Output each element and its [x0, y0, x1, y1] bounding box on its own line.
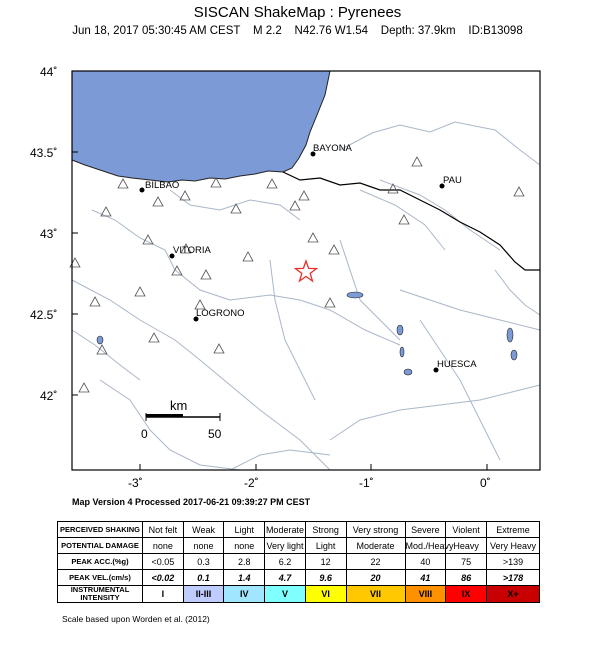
legend-cell: Mod./Heavy [405, 538, 446, 554]
legend-cell: 0.1 [183, 570, 224, 586]
vel-row-label: PEAK VEL.(cm/s) [58, 570, 143, 586]
legend-cell: 9.6 [305, 570, 346, 586]
legend-cell: Light [305, 538, 346, 554]
legend-cell: 86 [446, 570, 487, 586]
legend-cell: 4.7 [265, 570, 306, 586]
intensity-cell: VI [305, 586, 346, 603]
y-tick-43: 43˚ [40, 227, 58, 241]
city-label-bilbao: BILBAO [145, 180, 180, 191]
triangle-icon [267, 179, 277, 188]
triangle-icon [211, 178, 221, 187]
intensity-cell: IX [446, 586, 487, 603]
intensity-row-label: INSTRUMENTAL INTENSITY [58, 586, 143, 603]
triangle-icon [399, 215, 409, 224]
triangle-icon [329, 245, 339, 254]
legend-cell: Heavy [446, 538, 487, 554]
triangle-icon [153, 197, 163, 206]
star-icon [296, 261, 317, 281]
legend-cell: >139 [487, 554, 540, 570]
map-version: Map Version 4 Processed 2017-06-21 09:39:27 PM CEST [72, 497, 311, 507]
legend-cell: Extreme [487, 522, 540, 538]
legend-cell: 22 [346, 554, 405, 570]
legend-cell: Moderate [265, 522, 306, 538]
legend-cell: 75 [446, 554, 487, 570]
triangle-icon [299, 191, 309, 200]
y-tick-44: 44˚ [40, 65, 58, 79]
legend-cell: Violent [446, 522, 487, 538]
legend-cell: >178 [487, 570, 540, 586]
event-subtitle: Jun 18, 2017 05:30:45 AM CEST M 2.2 N42.76 W1.54 Depth: 37.9km ID:B13098 [72, 25, 523, 37]
legend-cell: Light [224, 522, 265, 538]
legend-cell: 0.3 [183, 554, 224, 570]
city-dot [140, 188, 145, 193]
x-tick-minus3: -3˚ [128, 476, 143, 490]
legend-cell: none [143, 538, 184, 554]
triangle-icon [201, 270, 211, 279]
damage-row [58, 538, 540, 554]
intensity-cell: I [143, 586, 184, 603]
shaking-row-label: PERCEIVED SHAKING [58, 522, 143, 538]
legend-cell: 1.4 [224, 570, 265, 586]
city-label-vitoria: VITORIA [173, 245, 211, 256]
legend-cell: <0.02 [143, 570, 184, 586]
legend-cell: 2.8 [224, 554, 265, 570]
city-label-pau: PAU [443, 175, 462, 186]
triangle-icon [514, 187, 524, 196]
triangle-icon [290, 201, 300, 210]
axis-ticks [72, 152, 487, 470]
triangle-icon [135, 287, 145, 296]
legend-cell: Not felt [143, 522, 184, 538]
legend-cell: Strong [305, 522, 346, 538]
scale-unit: km [170, 398, 188, 413]
intensity-cell: V [265, 586, 306, 603]
legend-cell: 20 [346, 570, 405, 586]
intensity-cell: X+ [487, 586, 540, 603]
intensity-cell: II-III [183, 586, 224, 603]
legend-cell: Very Heavy [487, 538, 540, 554]
y-tick-42-5: 42.5˚ [30, 308, 58, 322]
triangle-icon [143, 235, 153, 244]
scale-note: Scale based upon Worden et al. (2012) [62, 614, 210, 624]
city-label-logrono: LOGRONO [196, 308, 245, 319]
x-tick-minus1: -1˚ [359, 476, 374, 490]
intensity-cell: VII [346, 586, 405, 603]
triangle-icon [243, 252, 253, 261]
legend-cell: Severe [405, 522, 446, 538]
triangle-icon [412, 157, 422, 166]
legend-cell: none [224, 538, 265, 554]
shaking-row [58, 522, 540, 538]
legend-cell: Moderate [346, 538, 405, 554]
legend-cell: Very strong [346, 522, 405, 538]
intensity-legend-table [57, 521, 540, 603]
triangle-icon [118, 179, 128, 188]
acc-row-label: PEAK ACC.(%g) [58, 554, 143, 570]
city-label-huesca: HUESCA [437, 359, 477, 370]
triangle-icon [90, 297, 100, 306]
triangle-icon [97, 345, 107, 354]
triangle-icon [149, 333, 159, 342]
damage-row-label: POTENTIAL DAMAGE [58, 538, 143, 554]
city-label-bayona: BAYONA [313, 143, 352, 154]
station-triangles [70, 157, 524, 392]
intensity-cell: IV [224, 586, 265, 603]
legend-cell: 6.2 [265, 554, 306, 570]
triangle-icon [325, 298, 335, 307]
legend-cell: 12 [305, 554, 346, 570]
border-line [283, 172, 540, 270]
legend-cell: none [183, 538, 224, 554]
vel-row [58, 570, 540, 586]
y-tick-42: 42˚ [40, 389, 58, 403]
x-tick-minus2: -2˚ [244, 476, 259, 490]
sea-area [72, 71, 330, 182]
triangle-icon [308, 233, 318, 242]
x-tick-0: 0˚ [480, 476, 491, 490]
scale-end: 50 [208, 427, 222, 441]
y-tick-43-5: 43.5˚ [30, 146, 58, 160]
legend-cell: <0.05 [143, 554, 184, 570]
intensity-cell: VIII [405, 586, 446, 603]
acc-row [58, 554, 540, 570]
legend-cell: 41 [405, 570, 446, 586]
map-title: SISCAN ShakeMap : Pyrenees [193, 4, 402, 21]
legend-cell: Very light [265, 538, 306, 554]
scale-bar [141, 398, 222, 441]
intensity-row [58, 586, 540, 603]
legend-cell: Weak [183, 522, 224, 538]
scale-start: 0 [141, 427, 148, 441]
triangle-icon [79, 383, 89, 392]
legend-cell: 40 [405, 554, 446, 570]
triangle-icon [214, 344, 224, 353]
